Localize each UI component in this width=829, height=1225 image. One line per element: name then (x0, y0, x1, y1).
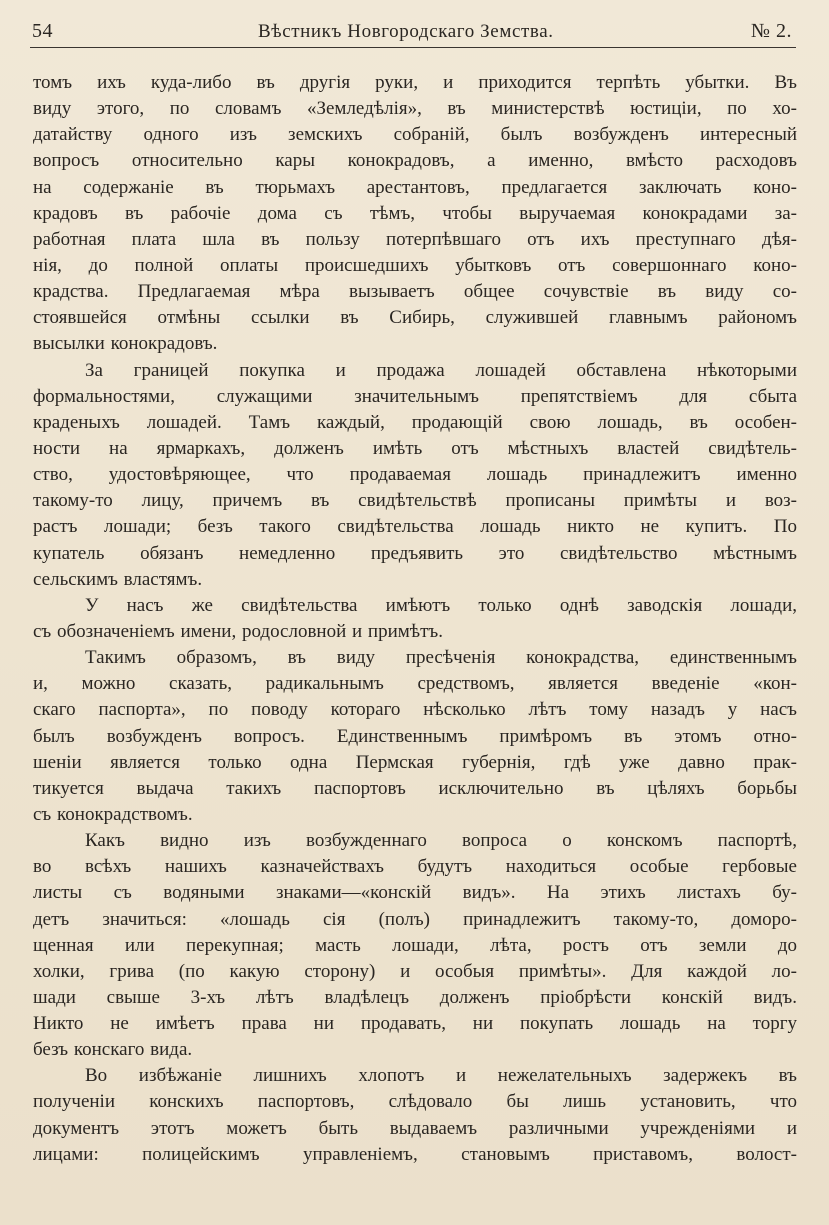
text-line: Во избѣжаніе лишнихъ хлопотъ и нежелательныхъ задержекъ въ (85, 1065, 797, 1087)
text-line: тикуется выдача такихъ паспортовъ исключительно въ цѣляхъ борьбы (33, 777, 797, 799)
text-line: Такимъ образомъ, въ виду пресѣченія конокрадства, единственнымъ (85, 647, 797, 669)
paragraph (33, 828, 797, 1063)
text-line: формальностями, служащими значительнымъ препятствіемъ для сбыта (33, 385, 797, 407)
paragraph (33, 1063, 797, 1168)
journal-title: Вѣстникъ Новгородскаго Земства. (258, 21, 554, 42)
text-line: стоявшейся отмѣны ссылки въ Сибирь, служившей главнымъ райономъ (33, 307, 797, 329)
text-line: вопросъ относительно кары конокрадовъ, а именно, вмѣсто расходовъ (33, 150, 797, 172)
text-line: ство, удостовѣряющее, что продаваемая лошадь принадлежитъ именно (33, 464, 797, 486)
text-line: шеніи является только одна Пермская губернія, гдѣ уже давно прак- (33, 751, 797, 773)
text-line: щенная или перекупная; масть лошади, лѣта, ростъ отъ земли до (33, 934, 797, 956)
text-line: и, можно сказать, радикальнымъ средствомъ, является введеніе «кон- (33, 673, 797, 695)
text-line: краденыхъ лошадей. Тамъ каждый, продающій свою лошадь, въ особен- (33, 411, 797, 433)
text-line: томъ ихъ куда-либо въ другія руки, и приходится терпѣть убытки. Въ (33, 72, 797, 93)
body-text (33, 70, 797, 1168)
issue-number: № 2. (750, 20, 792, 42)
text-line: съ конокрадствомъ. (33, 803, 193, 825)
text-line: нія, до полной оплаты происшедшихъ убытковъ отъ совершоннаго коно- (33, 254, 797, 276)
text-line: листы съ водяными знаками—«конскій видъ». На этихъ листахъ бу- (33, 882, 797, 904)
paragraph (33, 358, 797, 593)
text-line: съ обозначеніемъ имени, родословной и примѣтъ. (33, 620, 443, 642)
text-line: ности на ярмаркахъ, долженъ имѣть отъ мѣстныхъ властей свидѣтель- (33, 437, 797, 459)
text-line: документъ этотъ можетъ быть выдаваемъ различными учрежденіями и (33, 1117, 797, 1139)
paragraph (33, 70, 797, 358)
text-line: За границей покупка и продажа лошадей обставлена нѣкоторыми (85, 359, 797, 381)
text-line: на содержаніе въ тюрьмахъ арестантовъ, предлагается заключать коно- (33, 176, 797, 198)
text-line: растъ лошади; безъ такого свидѣтельства лошадь никто не купитъ. По (33, 516, 797, 538)
text-line: купатель обязанъ немедленно предъявить это свидѣтельство мѣстнымъ (33, 542, 797, 564)
header-rule (30, 47, 796, 48)
paragraph (33, 593, 797, 645)
text-line: датайству одного изъ земскихъ собраній, былъ возбужденъ интересный (33, 124, 797, 146)
text-line: такому-то лицу, причемъ въ свидѣтельствѣ прописаны примѣты и воз- (33, 490, 797, 512)
text-line: детъ значиться: «лошадь сія (полъ) принадлежитъ такому-то, доморо- (33, 908, 797, 930)
paragraph (33, 645, 797, 828)
text-line: безъ конскаго вида. (33, 1039, 193, 1061)
text-line: виду этого, по словамъ «Земледѣлія», въ министерствѣ юстиціи, по хо- (33, 98, 797, 120)
text-line: работная плата шла въ пользу потерпѣвшаго отъ ихъ преступнаго дѣя- (33, 228, 797, 250)
text-line: крадовъ въ рабочіе дома съ тѣмъ, чтобы выручаемая конокрадами за- (33, 202, 797, 224)
text-line: лицами: полицейскимъ управленіемъ, становымъ приставомъ, волост- (33, 1143, 797, 1165)
text-line: Никто не имѣетъ права ни продавать, ни покупать лошадь на торгу (33, 1013, 797, 1035)
text-line: полученіи конскихъ паспортовъ, слѣдовало бы лишь установить, что (33, 1091, 797, 1113)
text-line: сельскимъ властямъ. (33, 568, 203, 590)
text-line: во всѣхъ нашихъ казначействахъ будутъ находиться особые гербовые (33, 856, 797, 878)
text-line: высылки конокрадовъ. (33, 333, 218, 355)
text-line: шади свыше 3-хъ лѣтъ владѣлецъ долженъ пріобрѣсти конскій видъ. (33, 986, 797, 1008)
text-line: крадства. Предлагаемая мѣра вызываетъ общее сочувствіе въ виду со- (33, 281, 797, 303)
text-line: У насъ же свидѣтельства имѣютъ только однѣ заводскія лошади, (85, 594, 797, 616)
running-head (30, 18, 796, 48)
page-number: 54 (32, 20, 53, 42)
text-line: былъ возбужденъ вопросъ. Единственнымъ примѣромъ въ этомъ отно- (33, 725, 797, 747)
text-line: холки, грива (по какую сторону) и особыя примѣты». Для каждой ло- (33, 960, 797, 982)
text-line: Какъ видно изъ возбужденнаго вопроса о конскомъ паспортѣ, (85, 830, 797, 852)
text-line: скаго паспорта», по поводу котораго нѣсколько лѣтъ тому назадъ у насъ (33, 699, 797, 721)
